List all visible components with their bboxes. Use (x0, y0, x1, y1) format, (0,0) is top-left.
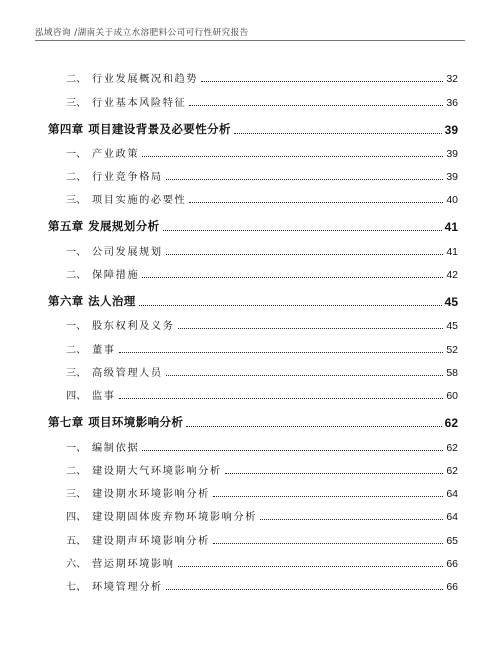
dot-leader (213, 496, 443, 497)
toc-entry-title: 行业发展概况和趋势 (92, 74, 199, 86)
toc-entry-number: 三、 (66, 97, 87, 109)
toc-page-number: 39 (446, 171, 458, 184)
dot-leader (186, 426, 441, 427)
table-of-contents (48, 62, 458, 593)
toc-entry-title: 董事 (92, 344, 116, 356)
dot-leader (142, 156, 443, 157)
dot-leader (178, 328, 444, 329)
toc-entry-number: 一、 (66, 442, 87, 454)
toc-section-entry[interactable] (48, 332, 458, 355)
toc-entry-title: 营运期环境影响 (92, 559, 175, 571)
toc-entry-number: 二、 (66, 74, 87, 86)
dot-leader (189, 105, 443, 106)
toc-entry-number: 四、 (66, 391, 87, 403)
toc-page-number: 66 (446, 581, 458, 594)
dot-leader (119, 352, 444, 353)
toc-entry-title: 建设期固体废弃物环境影响分析 (92, 512, 258, 524)
toc-page-number: 45 (444, 295, 458, 310)
toc-section-entry[interactable] (48, 547, 458, 570)
toc-section-entry[interactable] (48, 62, 458, 85)
toc-entry-number: 三、 (66, 367, 87, 379)
toc-section-entry[interactable] (48, 258, 458, 281)
toc-section-entry[interactable] (48, 356, 458, 379)
dot-leader (163, 230, 442, 231)
toc-entry-number: 七、 (66, 582, 87, 594)
toc-entry-number: 二、 (66, 172, 87, 184)
toc-entry-title: 第四章 项目建设背景及必要性分析 (48, 121, 231, 136)
toc-page-number: 52 (446, 343, 458, 356)
dot-leader (166, 254, 444, 255)
toc-section-entry[interactable] (48, 570, 458, 593)
toc-entry-title: 保障措施 (92, 270, 140, 282)
toc-section-entry[interactable] (48, 379, 458, 402)
dot-leader (225, 473, 444, 474)
toc-page-number: 65 (446, 534, 458, 547)
toc-section-entry[interactable] (48, 137, 458, 160)
toc-entry-number: 一、 (66, 246, 87, 258)
header-rule (35, 40, 465, 41)
dot-leader (201, 81, 443, 82)
toc-page-number: 40 (446, 194, 458, 207)
toc-section-entry[interactable] (48, 477, 458, 500)
toc-page-number: 62 (446, 464, 458, 477)
dot-leader (119, 398, 444, 399)
dot-leader (142, 277, 443, 278)
toc-page-number: 60 (446, 390, 458, 403)
toc-entry-title: 高级管理人员 (92, 367, 163, 379)
toc-entry-title: 产业政策 (92, 148, 140, 160)
dot-leader (178, 566, 444, 567)
toc-section-entry[interactable] (48, 85, 458, 108)
toc-entry-title: 第五章 发展规划分析 (48, 219, 160, 234)
toc-section-entry[interactable] (48, 454, 458, 477)
toc-entry-number: 二、 (66, 465, 87, 477)
toc-entry-title: 编制依据 (92, 442, 140, 454)
toc-section-entry[interactable] (48, 430, 458, 453)
dot-leader (142, 450, 443, 451)
toc-entry-title: 建设期声环境影响分析 (92, 535, 210, 547)
toc-chapter-entry[interactable] (48, 281, 458, 309)
toc-entry-number: 一、 (66, 321, 87, 333)
toc-section-entry[interactable] (48, 500, 458, 523)
toc-entry-number: 一、 (66, 148, 87, 160)
toc-page-number: 64 (446, 511, 458, 524)
dot-leader (189, 202, 443, 203)
toc-entry-number: 六、 (66, 559, 87, 571)
toc-entry-title: 建设期水环境影响分析 (92, 489, 210, 501)
toc-entry-number: 三、 (66, 195, 87, 207)
toc-entry-title: 行业竞争格局 (92, 172, 163, 184)
toc-entry-title: 公司发展规划 (92, 246, 163, 258)
toc-section-entry[interactable] (48, 234, 458, 257)
dot-leader (139, 305, 442, 306)
toc-section-entry[interactable] (48, 160, 458, 183)
toc-page-number: 62 (444, 416, 458, 431)
running-header: 泓域咨询 /湖南关于成立水溶肥料公司可行性研究报告 (35, 28, 249, 38)
toc-entry-title: 环境管理分析 (92, 582, 163, 594)
toc-section-entry[interactable] (48, 183, 458, 206)
toc-page-number: 66 (446, 558, 458, 571)
toc-entry-title: 第六章 法人治理 (48, 294, 136, 309)
dot-leader (213, 543, 443, 544)
toc-page-number: 41 (446, 245, 458, 258)
toc-entry-number: 二、 (66, 344, 87, 356)
toc-section-entry[interactable] (48, 309, 458, 332)
toc-entry-title: 第七章 项目环境影响分析 (48, 415, 184, 430)
toc-page-number: 39 (444, 122, 458, 137)
toc-page-number: 62 (446, 441, 458, 454)
toc-entry-number: 二、 (66, 270, 87, 282)
dot-leader (166, 179, 444, 180)
toc-entry-number: 三、 (66, 489, 87, 501)
toc-entry-number: 四、 (66, 512, 87, 524)
toc-entry-title: 行业基本风险特征 (92, 97, 187, 109)
dot-leader (166, 375, 444, 376)
toc-page-number: 45 (446, 320, 458, 333)
dot-leader (234, 133, 442, 134)
toc-chapter-entry[interactable] (48, 109, 458, 137)
dot-leader (166, 589, 444, 590)
toc-section-entry[interactable] (48, 523, 458, 546)
toc-entry-title: 建设期大气环境影响分析 (92, 465, 222, 477)
toc-page-number: 36 (446, 96, 458, 109)
toc-page-number: 39 (446, 147, 458, 160)
toc-page-number: 42 (446, 269, 458, 282)
toc-entry-title: 股东权利及义务 (92, 321, 175, 333)
toc-chapter-entry[interactable] (48, 402, 458, 430)
dot-leader (260, 519, 443, 520)
toc-page-number: 41 (444, 220, 458, 235)
toc-entry-title: 监事 (92, 391, 116, 403)
toc-chapter-entry[interactable] (48, 206, 458, 234)
toc-page-number: 32 (446, 73, 458, 86)
toc-entry-number: 五、 (66, 535, 87, 547)
toc-page-number: 58 (446, 366, 458, 379)
toc-page-number: 64 (446, 488, 458, 501)
toc-entry-title: 项目实施的必要性 (92, 195, 187, 207)
